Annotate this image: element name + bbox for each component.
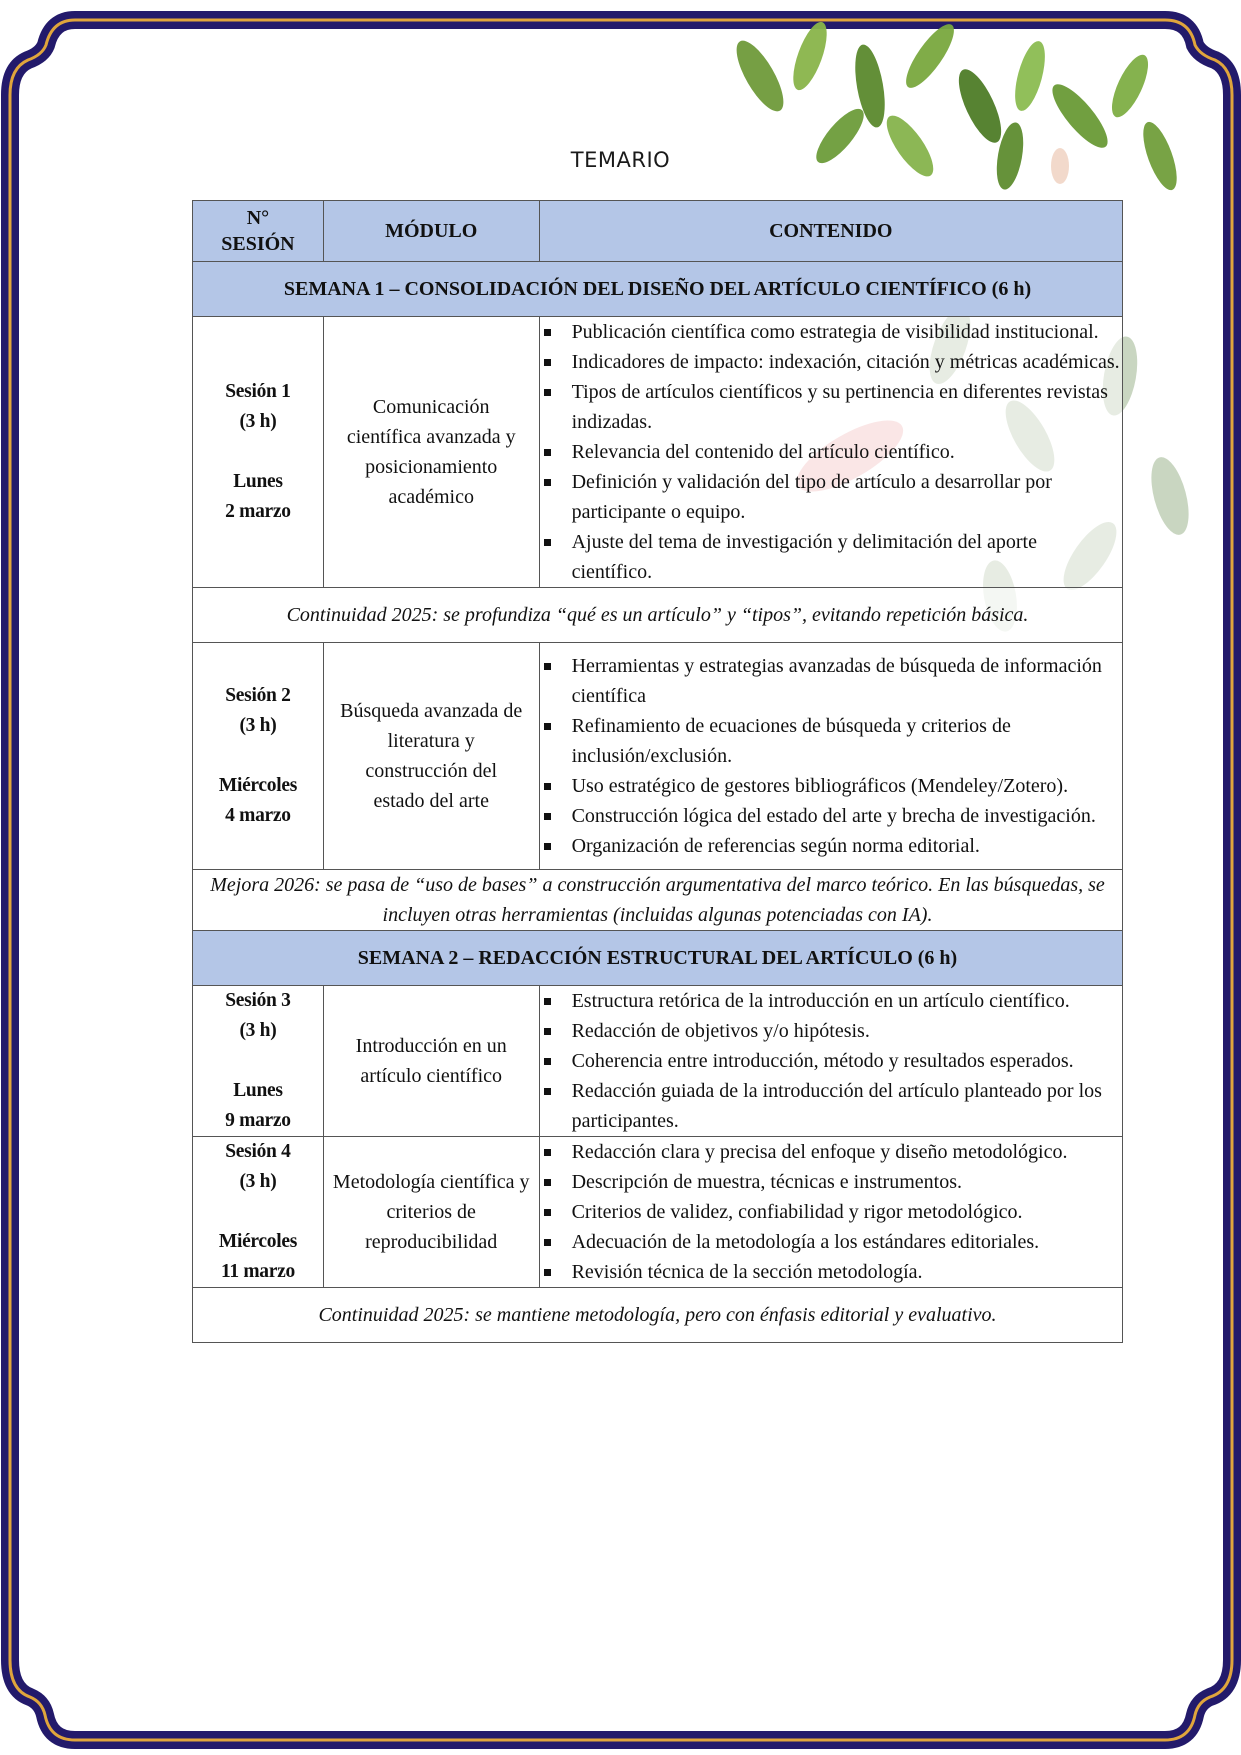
- square-bullet-icon: [544, 1209, 551, 1216]
- session-date: 4 marzo: [225, 805, 291, 826]
- module-cell: Introducción en un artículo científico: [323, 986, 539, 1137]
- square-bullet-icon: [544, 843, 551, 850]
- session-date: 2 marzo: [225, 501, 291, 522]
- square-bullet-icon: [544, 1088, 551, 1095]
- square-bullet-icon: [544, 539, 551, 546]
- week-row: [193, 931, 1123, 986]
- session-name: Sesión 4: [225, 1141, 291, 1162]
- square-bullet-icon: [544, 479, 551, 486]
- note-continuidad-2: Continuidad 2025: se mantiene metodología, pero con énfasis editorial y evaluativo.: [193, 1288, 1123, 1343]
- square-bullet-icon: [544, 998, 551, 1005]
- session-date: 11 marzo: [220, 1261, 295, 1282]
- content-cell: [539, 317, 1122, 588]
- square-bullet-icon: [544, 329, 551, 336]
- week-2-label: SEMANA 2 – REDACCIÓN ESTRUCTURAL DEL ARTÍCULO (6 h): [193, 931, 1123, 986]
- square-bullet-icon: [544, 1149, 551, 1156]
- header-session-line1: N°: [246, 207, 270, 229]
- content-cell: [539, 1137, 1122, 1288]
- session-hours: (3 h): [239, 715, 277, 736]
- list-item: Redacción guiada de la introducción del artículo planteado por los participantes.: [540, 1076, 1122, 1136]
- module-cell: Comunicación científica avanzada y posicionamiento académico: [323, 317, 539, 588]
- module-cell: Metodología científica y criterios de reproducibilidad: [323, 1137, 539, 1288]
- list-item: Construcción lógica del estado del arte y brecha de investigación.: [540, 801, 1122, 831]
- list-item: Ajuste del tema de investigación y delimitación del aporte científico.: [540, 527, 1122, 587]
- session-hours: (3 h): [239, 1020, 277, 1041]
- list-item: Redacción de objetivos y/o hipótesis.: [540, 1016, 1122, 1046]
- list-item: Relevancia del contenido del artículo científico.: [540, 437, 1122, 467]
- square-bullet-icon: [544, 813, 551, 820]
- list-item: Redacción clara y precisa del enfoque y diseño metodológico.: [540, 1137, 1122, 1167]
- list-item: Organización de referencias según norma editorial.: [540, 831, 1122, 861]
- square-bullet-icon: [544, 663, 551, 670]
- list-item: Herramientas y estrategias avanzadas de búsqueda de información científica: [540, 651, 1122, 711]
- session-hours: (3 h): [239, 411, 277, 432]
- session-day: Miércoles: [218, 775, 297, 796]
- list-item: Definición y validación del tipo de artículo a desarrollar por participante o equipo.: [540, 467, 1122, 527]
- content-list: [540, 1137, 1122, 1287]
- module-cell: Búsqueda avanzada de literatura y construcción del estado del arte: [323, 643, 539, 870]
- content-list: [540, 986, 1122, 1136]
- square-bullet-icon: [544, 1058, 551, 1065]
- session-cell: [193, 986, 324, 1137]
- header-session: [193, 201, 324, 262]
- table-header-row: [193, 201, 1123, 262]
- list-item: Uso estratégico de gestores bibliográficos (Mendeley/Zotero).: [540, 771, 1122, 801]
- note-row: [193, 1288, 1123, 1343]
- note-continuidad-1: Continuidad 2025: se profundiza “qué es un artículo” y “tipos”, evitando repetición básica.: [193, 588, 1123, 643]
- session-name: Sesión 1: [225, 381, 291, 402]
- list-item: Tipos de artículos científicos y su pertinencia en diferentes revistas indizadas.: [540, 377, 1122, 437]
- session-row: [193, 986, 1123, 1137]
- square-bullet-icon: [544, 1239, 551, 1246]
- session-cell: [193, 1137, 324, 1288]
- session-day: Lunes: [233, 1080, 283, 1101]
- square-bullet-icon: [544, 1269, 551, 1276]
- list-item: Revisión técnica de la sección metodología.: [540, 1257, 1122, 1287]
- list-item: Adecuación de la metodología a los estándares editoriales.: [540, 1227, 1122, 1257]
- list-item: Descripción de muestra, técnicas e instrumentos.: [540, 1167, 1122, 1197]
- content-list: [540, 317, 1122, 587]
- square-bullet-icon: [544, 449, 551, 456]
- list-item: Estructura retórica de la introducción en un artículo científico.: [540, 986, 1122, 1016]
- session-cell: [193, 317, 324, 588]
- session-date: 9 marzo: [225, 1110, 291, 1131]
- square-bullet-icon: [544, 389, 551, 396]
- session-cell: [193, 643, 324, 870]
- list-item: Coherencia entre introducción, método y resultados esperados.: [540, 1046, 1122, 1076]
- session-day: Lunes: [233, 471, 283, 492]
- document-title: TEMARIO: [570, 148, 671, 172]
- session-row: [193, 1137, 1123, 1288]
- square-bullet-icon: [544, 1028, 551, 1035]
- content-cell: [539, 643, 1122, 870]
- session-row: [193, 317, 1123, 588]
- syllabus-table: [192, 200, 1123, 1343]
- header-module: MÓDULO: [323, 201, 539, 262]
- header-session-line2: SESIÓN: [221, 233, 295, 255]
- content-cell: [539, 986, 1122, 1137]
- week-row: [193, 262, 1123, 317]
- list-item: Criterios de validez, confiabilidad y rigor metodológico.: [540, 1197, 1122, 1227]
- square-bullet-icon: [544, 723, 551, 730]
- note-row: [193, 870, 1123, 931]
- session-row: [193, 643, 1123, 870]
- list-item: Indicadores de impacto: indexación, citación y métricas académicas.: [540, 347, 1122, 377]
- note-row: [193, 588, 1123, 643]
- session-name: Sesión 3: [225, 990, 291, 1011]
- content-list: [540, 651, 1122, 861]
- square-bullet-icon: [544, 359, 551, 366]
- week-1-label: SEMANA 1 – CONSOLIDACIÓN DEL DISEÑO DEL ARTÍCULO CIENTÍFICO (6 h): [193, 262, 1123, 317]
- note-mejora-2026: Mejora 2026: se pasa de “uso de bases” a construcción argumentativa del marco teórico. En las búsquedas, se incluyen otras herramientas (incluidas algunas potenciadas con IA).: [193, 870, 1123, 931]
- session-hours: (3 h): [239, 1171, 277, 1192]
- header-content: CONTENIDO: [539, 201, 1122, 262]
- session-name: Sesión 2: [225, 685, 291, 706]
- square-bullet-icon: [544, 783, 551, 790]
- session-day: Miércoles: [218, 1231, 297, 1252]
- list-item: Refinamiento de ecuaciones de búsqueda y criterios de inclusión/exclusión.: [540, 711, 1122, 771]
- list-item: Publicación científica como estrategia de visibilidad institucional.: [540, 317, 1122, 347]
- square-bullet-icon: [544, 1179, 551, 1186]
